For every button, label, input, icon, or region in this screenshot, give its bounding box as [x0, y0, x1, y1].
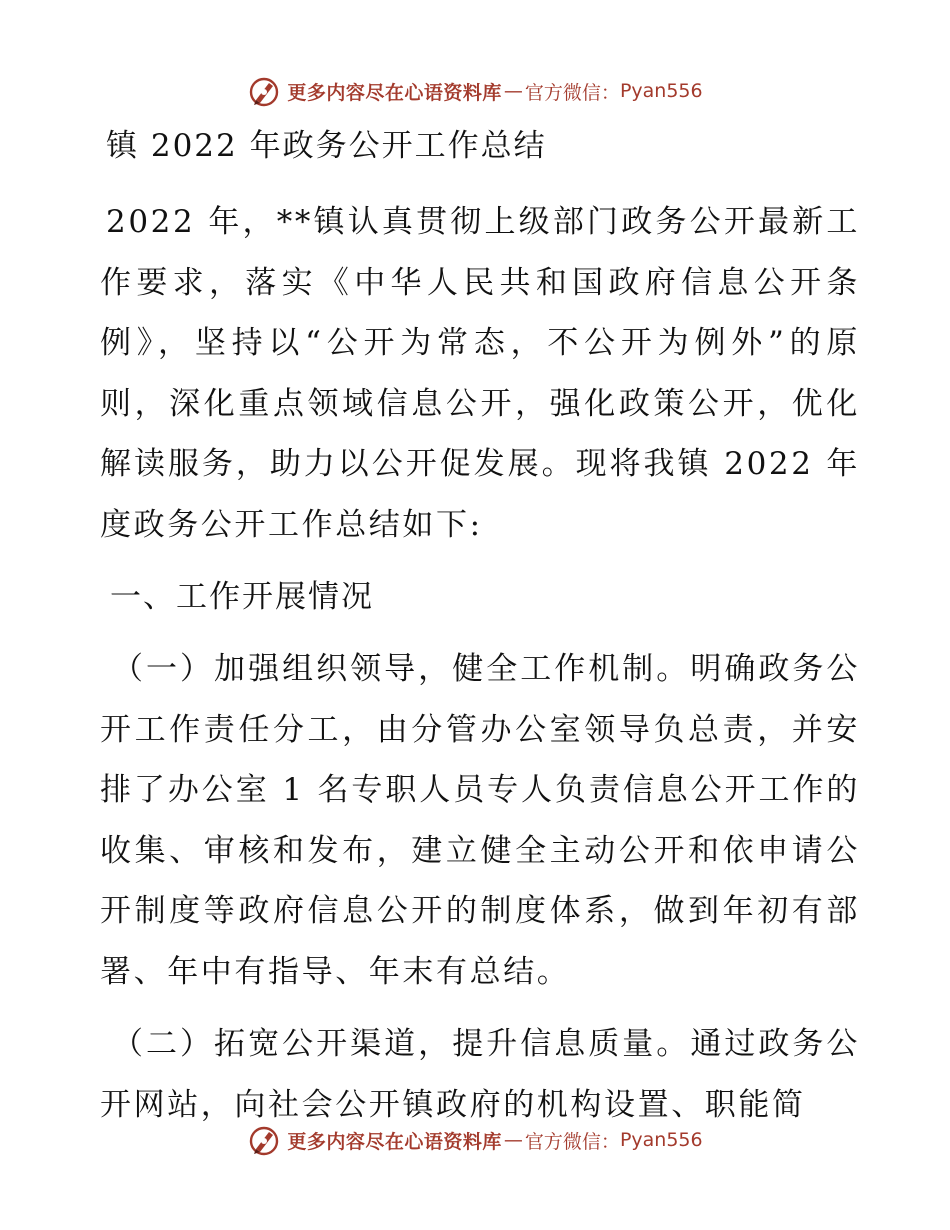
pen-logo-icon: [247, 74, 281, 108]
banner-wechat-id: Pyan556: [619, 1129, 703, 1151]
banner-text: 更多内容尽在心语资料库: [287, 1130, 502, 1153]
banner-text: 更多内容尽在心语资料库: [287, 81, 502, 104]
paragraph-1: （一）加强组织领导，健全工作机制。明确政务公开工作责任分工，由分管办公室领导负总责，并安排了办公室 1 名专职人员专人负责信息公开工作的收集、审核和发布，建立健全主动公开和依申请公开制度等政府信息公开的制度体系，做到年初有部署、年中有指导、年末有总结。: [100, 651, 860, 990]
paragraph-2: （二）拓宽公开渠道，提升信息质量。通过政务公开网站，向社会公开镇政府的机构设置、职能简: [100, 1026, 860, 1123]
document-body: [100, 118, 860, 1147]
header-banner: [0, 71, 950, 111]
banner-separator: —: [503, 80, 523, 102]
banner-official-label: 官方微信：: [524, 81, 620, 104]
section-heading: 一、工作开展情况: [110, 579, 374, 615]
intro-paragraph: 2022 年，**镇认真贯彻上级部门政务公开最新工作要求，落实《中华人民共和国政府信息公开条例》，坚持以“公开为常态，不公开为例外”的原则，深化重点领域信息公开，强化政策公开，优化解读服务，助力以公开促发展。现将我镇 2022 年度政务公开工作总结如下:: [100, 204, 860, 543]
pen-logo-icon: [247, 1123, 281, 1157]
footer-banner: [0, 1120, 950, 1160]
banner-official-label: 官方微信：: [524, 1130, 620, 1153]
document-title: 镇 2022 年政务公开工作总结: [106, 128, 547, 164]
banner-wechat-id: Pyan556: [619, 80, 703, 102]
banner-separator: —: [503, 1129, 523, 1151]
